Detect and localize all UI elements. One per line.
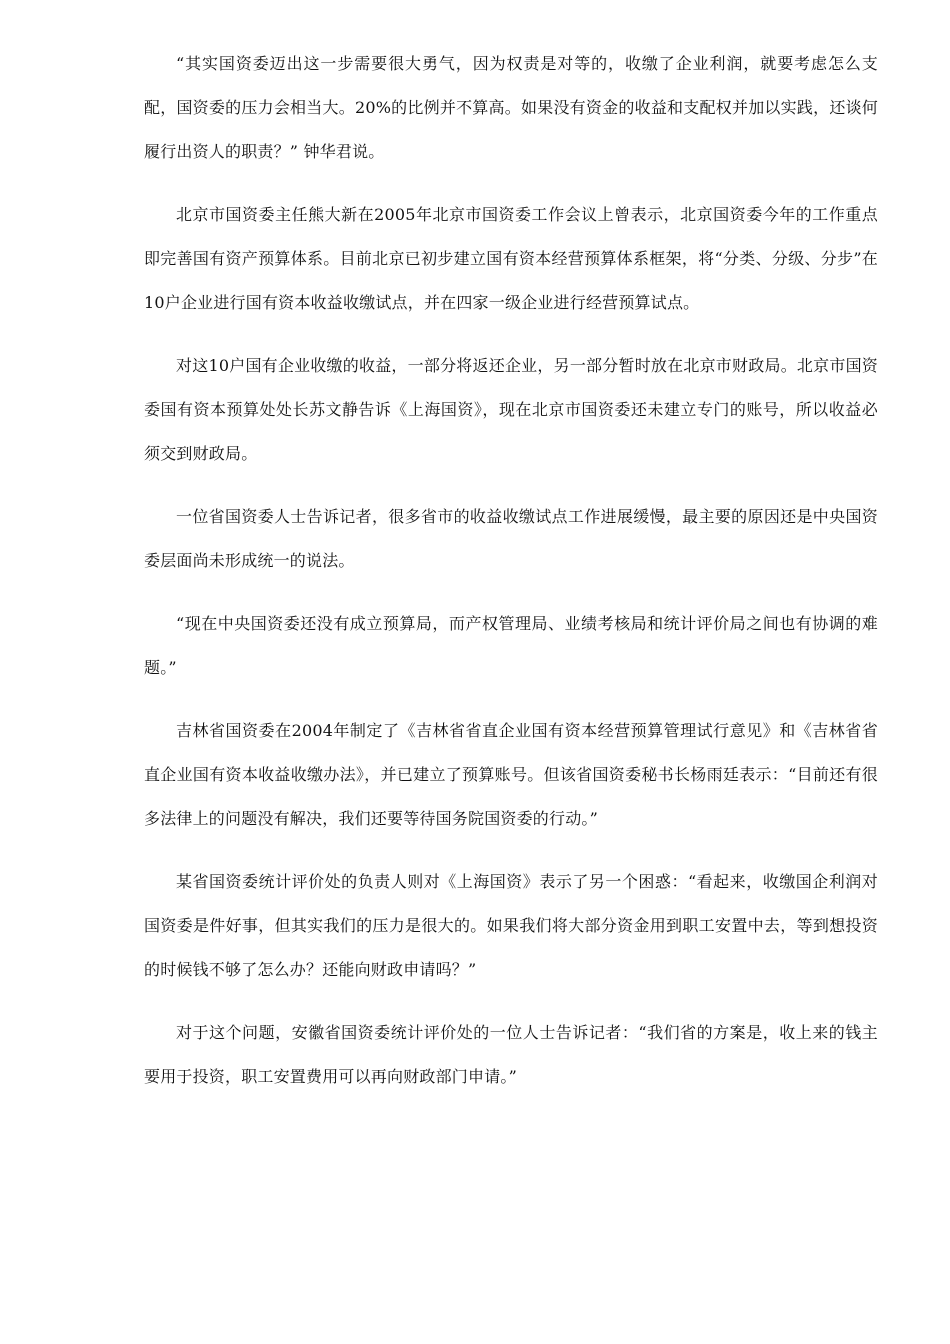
paragraph-8: 对于这个问题，安徽省国资委统计评价处的一位人士告诉记者：“我们省的方案是，收上来的钱主要用于投资，职工安置费用可以再向财政部门申请。” — [144, 1023, 878, 1086]
paragraph-6: 吉林省国资委在2004年制定了《吉林省省直企业国有资本经营预算管理试行意见》和《吉林省省直企业国有资本收益收缴办法》，并已建立了预算账号。但该省国资委秘书长杨雨廷表示：“目前还有很多法律上的问题没有解决，我们还要等待国务院国资委的行动。” — [144, 721, 878, 828]
paragraph-4: 一位省国资委人士告诉记者，很多省市的收益收缴试点工作进展缓慢，最主要的原因还是中央国资委层面尚未形成统一的说法。 — [144, 507, 878, 570]
paragraph-7: 某省国资委统计评价处的负责人则对《上海国资》表示了另一个困惑：“看起来，收缴国企利润对国资委是件好事，但其实我们的压力是很大的。如果我们将大部分资金用到职工安置中去，等到想投资的时候钱不够了怎么办？还能向财政申请吗？” — [144, 872, 878, 979]
paragraph-5: “现在中央国资委还没有成立预算局，而产权管理局、业绩考核局和统计评价局之间也有协调的难题。” — [144, 614, 878, 677]
paragraph-3: 对这10户国有企业收缴的收益，一部分将返还企业，另一部分暂时放在北京市财政局。北京市国资委国有资本预算处处长苏文静告诉《上海国资》，现在北京市国资委还未建立专门的账号，所以收益必须交到财政局。 — [144, 356, 878, 463]
paragraph-2: 北京市国资委主任熊大新在2005年北京市国资委工作会议上曾表示，北京国资委今年的工作重点即完善国有资产预算体系。目前北京已初步建立国有资本经营预算体系框架，将“分类、分级、分步”在10户企业进行国有资本收益收缴试点，并在四家一级企业进行经营预算试点。 — [144, 205, 878, 312]
article-body — [144, 42, 878, 1118]
paragraph-1: “其实国资委迈出这一步需要很大勇气，因为权责是对等的，收缴了企业利润，就要考虑怎么支配，国资委的压力会相当大。20%的比例并不算高。如果没有资金的收益和支配权并加以实践，还谈何履行出资人的职责？” 钟华君说。 — [144, 54, 878, 161]
